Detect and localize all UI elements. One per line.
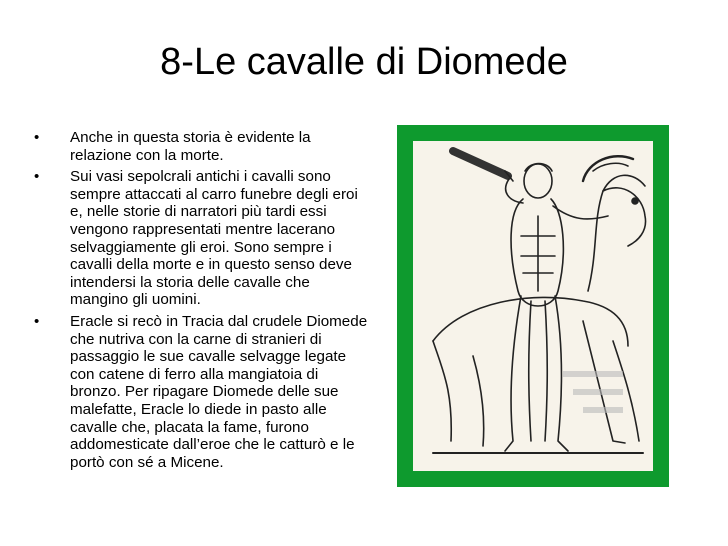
bullet-text: Sui vasi sepolcrali antichi i cavalli sono sempre attaccati al carro funebre degli eroi e, nelle storie di narratori più tardi essi vengono rappresentati mentre lacerano selvaggiamente gli eroi. Sono sempre i cavalli della morte e in questo senso deve intendersi la storia delle cavalle che mangino gli uomini. — [70, 168, 358, 309]
bullet-item — [34, 129, 370, 164]
bullet-dot: • — [34, 312, 40, 330]
bullet-text: Eracle si recò in Tracia dal crudele Diomede che nutriva con la carne di stranieri di passaggio le sue cavalle selvagge legate con catene di ferro alla mangiatoia di bronzo. Per ripagare Diomede delle sue malefatte, Eracle lo diede in pasto alle cavalle che, placata la fame, furono addomesticate dall’eroe che le catturò e le portò con sé a Micene. — [70, 312, 368, 471]
bullet-text: Anche in questa storia è evidente la relazione con la morte. — [70, 129, 311, 164]
heracles-horse-drawing — [413, 141, 653, 471]
bullet-item — [34, 168, 370, 309]
bullet-dot: • — [34, 168, 40, 186]
slide-title: 8-Le cavalle di Diomede — [160, 41, 568, 83]
bullet-list — [34, 129, 370, 475]
bullet-item — [34, 313, 370, 471]
illustration-frame — [397, 125, 669, 487]
bullet-dot: • — [34, 129, 40, 146]
drawing-svg — [413, 141, 653, 471]
